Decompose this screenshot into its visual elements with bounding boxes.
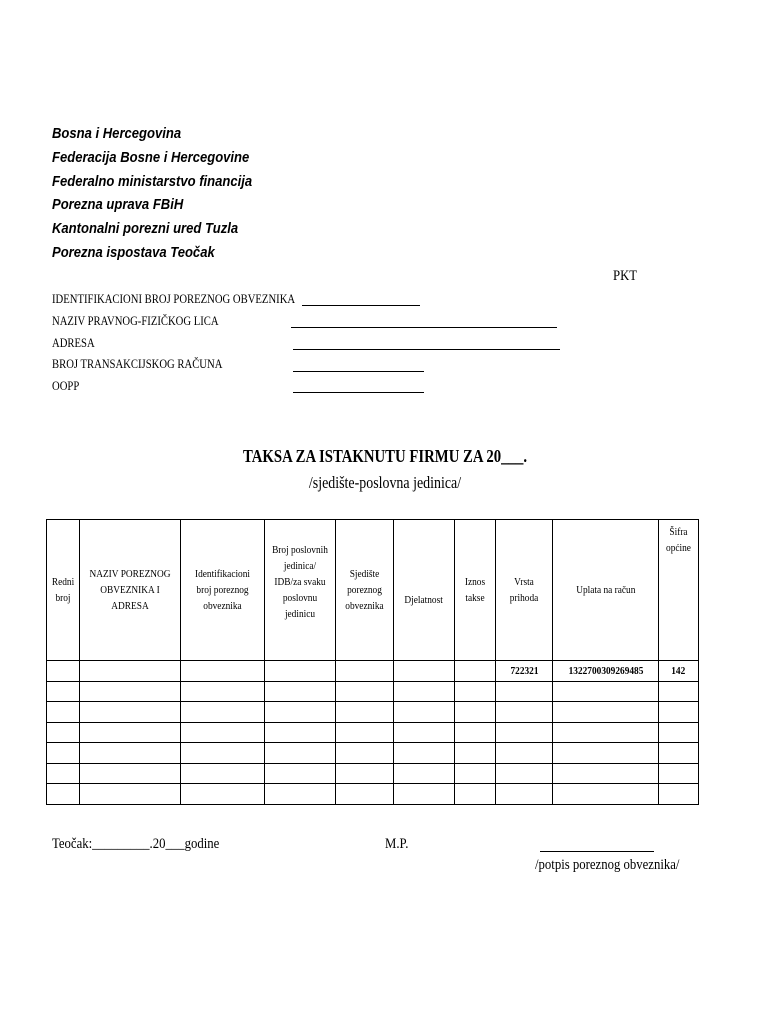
table-cell[interactable] — [455, 763, 496, 784]
table-cell[interactable] — [659, 722, 699, 743]
table-cell[interactable] — [47, 763, 80, 784]
revenue-type-value: 722321 — [496, 661, 553, 682]
table-cell[interactable] — [394, 763, 455, 784]
col-header-ordinal: Redni broj — [47, 520, 80, 661]
table-cell[interactable] — [336, 702, 394, 723]
table-row — [47, 702, 699, 723]
field-line-id-number[interactable] — [302, 305, 420, 306]
table-cell[interactable] — [553, 763, 659, 784]
col-header-payment-account: Uplata na račun — [553, 520, 659, 661]
stamp-label: M.P. — [385, 836, 409, 852]
field-label-oopp: OOPP — [52, 378, 80, 393]
col-header-municipality-code: Šifra općine — [659, 520, 699, 661]
table-cell[interactable] — [181, 722, 265, 743]
table-cell[interactable] — [336, 722, 394, 743]
table-cell[interactable] — [659, 702, 699, 723]
table-cell[interactable] — [496, 784, 553, 805]
table-cell[interactable] — [47, 722, 80, 743]
field-label-transaction-account: BROJ TRANSAKCIJSKOG RAČUNA — [52, 356, 223, 371]
table-cell[interactable] — [336, 784, 394, 805]
table-cell[interactable] — [553, 784, 659, 805]
col-header-taxpayer-name: NAZIV POREZNOG OBVEZNIKA I ADRESA — [80, 520, 181, 661]
table-cell[interactable] — [80, 722, 181, 743]
table-cell[interactable] — [80, 784, 181, 805]
table-cell[interactable] — [455, 681, 496, 702]
col-header-activity: Djelatnost — [394, 520, 455, 661]
table-row — [47, 743, 699, 764]
table-cell[interactable] — [394, 722, 455, 743]
table-cell[interactable] — [265, 702, 336, 723]
table-cell[interactable] — [47, 743, 80, 764]
table-cell[interactable] — [394, 743, 455, 764]
table-cell[interactable] — [336, 763, 394, 784]
table-cell[interactable] — [181, 681, 265, 702]
table-cell[interactable] — [659, 681, 699, 702]
field-label-address: ADRESA — [52, 335, 95, 350]
col-header-business-units: Broj poslovnih jedinica/ IDB/za svaku poslovnu jedinicu — [265, 520, 336, 661]
table-cell[interactable] — [80, 681, 181, 702]
field-line-address[interactable] — [293, 349, 560, 350]
table-cell[interactable] — [265, 763, 336, 784]
table-cell[interactable] — [47, 681, 80, 702]
field-line-entity-name[interactable] — [291, 327, 557, 328]
table-cell[interactable] — [80, 661, 181, 682]
table-cell[interactable] — [394, 702, 455, 723]
table-cell[interactable] — [659, 784, 699, 805]
table-cell[interactable] — [265, 743, 336, 764]
table-header-row — [47, 520, 699, 661]
col-header-seat: Sjedište poreznog obveznika — [336, 520, 394, 661]
table-cell[interactable] — [496, 681, 553, 702]
table-cell[interactable] — [265, 661, 336, 682]
header-line-tax-administration: Porezna uprava FBiH — [52, 197, 184, 214]
table-cell[interactable] — [455, 661, 496, 682]
header-line-country: Bosna i Hercegovina — [52, 126, 182, 142]
table-cell[interactable] — [455, 784, 496, 805]
table-cell[interactable] — [455, 743, 496, 764]
table-cell[interactable] — [47, 661, 80, 682]
table-row — [47, 763, 699, 784]
signature-line[interactable] — [540, 851, 654, 852]
municipality-code-value: 142 — [659, 661, 699, 682]
table-cell[interactable] — [336, 661, 394, 682]
payment-account-value: 1322700309269485 — [553, 661, 659, 682]
header-line-ministry: Federalno ministarstvo financija — [52, 173, 253, 190]
table-row — [47, 661, 699, 682]
table-cell[interactable] — [394, 784, 455, 805]
col-header-revenue-type: Vrsta prihoda — [496, 520, 553, 661]
table-cell[interactable] — [553, 702, 659, 723]
field-line-oopp[interactable] — [293, 392, 424, 393]
table-cell[interactable] — [496, 763, 553, 784]
table-cell[interactable] — [47, 784, 80, 805]
col-header-id-number: Identifikacioni broj poreznog obveznika — [181, 520, 265, 661]
institution-header — [52, 123, 252, 266]
table-cell[interactable] — [80, 763, 181, 784]
table-cell[interactable] — [336, 743, 394, 764]
form-title: TAKSA ZA ISTAKNUTU FIRMU ZA 20___. — [242, 446, 528, 466]
table-cell[interactable] — [47, 702, 80, 723]
table-cell[interactable] — [553, 681, 659, 702]
table-row — [47, 681, 699, 702]
table-cell[interactable] — [553, 722, 659, 743]
field-label-id-number: IDENTIFIKACIONI BROJ POREZNOG OBVEZNIKA — [52, 291, 296, 306]
table-cell[interactable] — [181, 743, 265, 764]
table-cell[interactable] — [496, 702, 553, 723]
header-line-cantonal-office: Kantonalni porezni ured Tuzla — [52, 221, 239, 238]
table-cell[interactable] — [394, 661, 455, 682]
header-line-federation: Federacija Bosne i Hercegovine — [52, 149, 250, 166]
table-cell[interactable] — [496, 743, 553, 764]
table-row — [47, 722, 699, 743]
table-cell[interactable] — [455, 702, 496, 723]
table-cell[interactable] — [265, 784, 336, 805]
field-line-transaction-account[interactable] — [293, 371, 424, 372]
table-cell[interactable] — [181, 763, 265, 784]
table-cell[interactable] — [265, 722, 336, 743]
form-subtitle: /sjedište-poslovna jedinica/ — [308, 473, 462, 492]
table-cell[interactable] — [181, 661, 265, 682]
table-cell[interactable] — [496, 722, 553, 743]
table-cell[interactable] — [80, 743, 181, 764]
table-cell[interactable] — [659, 743, 699, 764]
table-cell[interactable] — [265, 681, 336, 702]
tax-table — [46, 519, 699, 805]
field-label-entity-name: NAZIV PRAVNOG-FIZIČKOG LICA — [52, 313, 219, 328]
table-cell[interactable] — [553, 743, 659, 764]
signature-caption: /potpis poreznog obveznika/ — [535, 857, 680, 873]
col-header-tax-amount: Iznos takse — [455, 520, 496, 661]
table-cell[interactable] — [394, 681, 455, 702]
place-date-line: Teočak:_________.20___godine — [52, 836, 220, 852]
table-cell[interactable] — [181, 702, 265, 723]
header-line-branch-office: Porezna ispostava Teočak — [52, 244, 215, 261]
table-cell[interactable] — [181, 784, 265, 805]
table-cell[interactable] — [659, 763, 699, 784]
table-row — [47, 784, 699, 805]
table-cell[interactable] — [336, 681, 394, 702]
table-cell[interactable] — [80, 702, 181, 723]
pkt-label: PKT — [613, 268, 638, 284]
table-cell[interactable] — [455, 722, 496, 743]
